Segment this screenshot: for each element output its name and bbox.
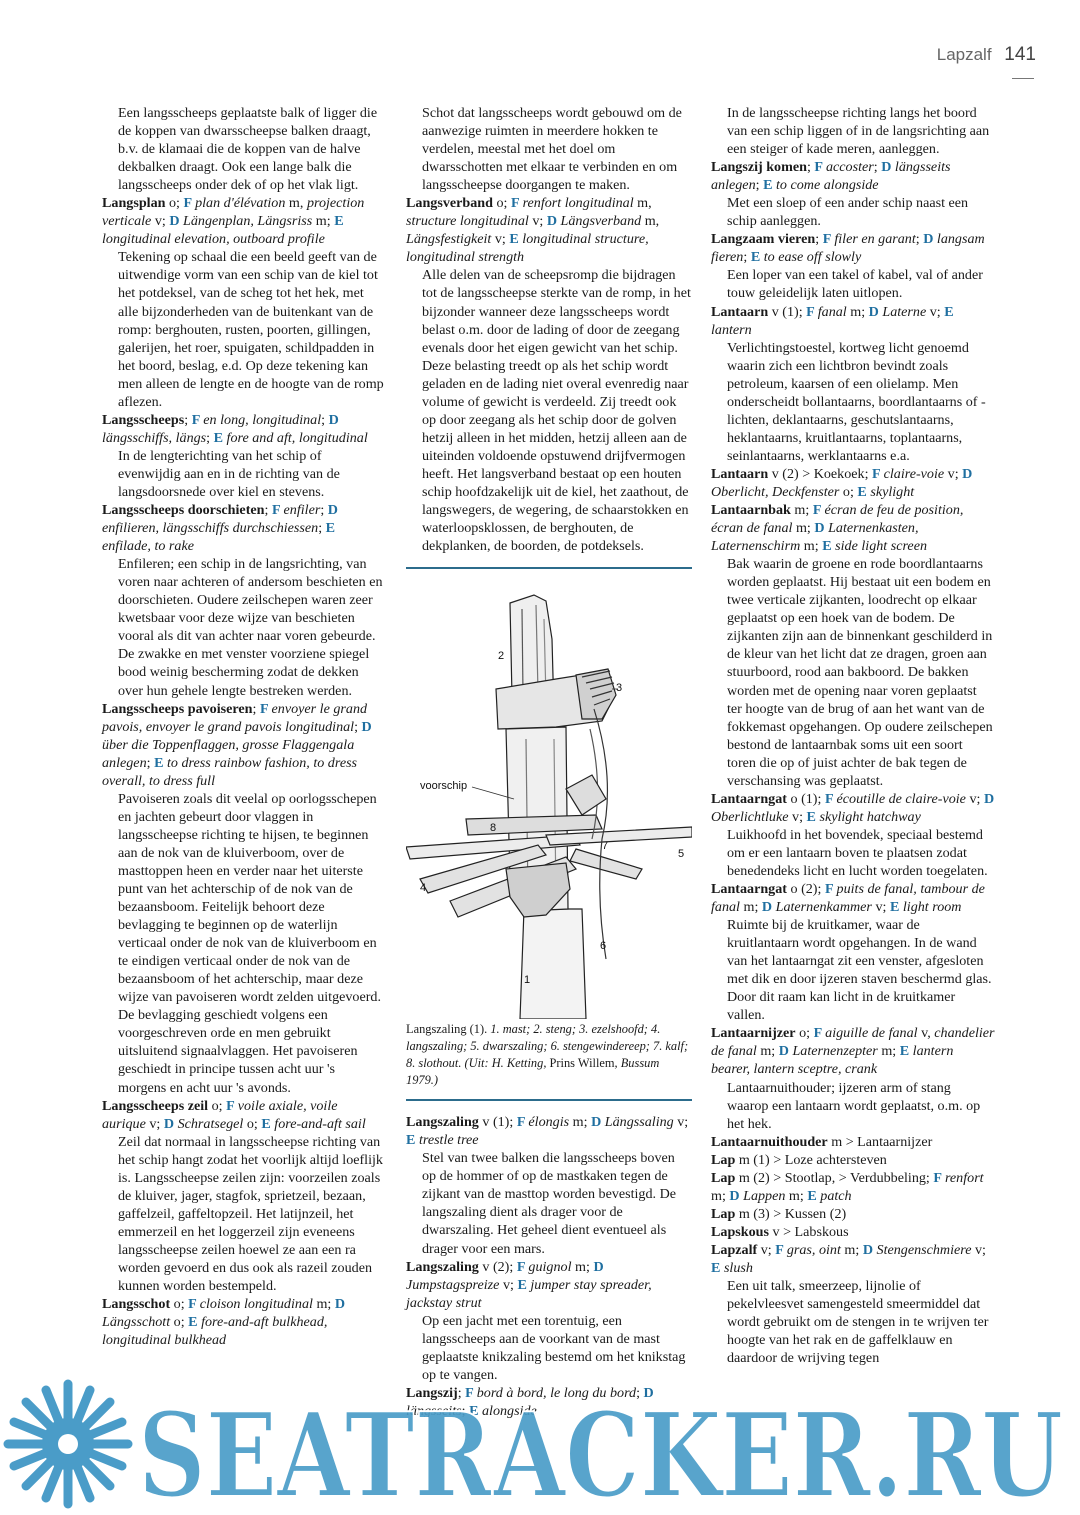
- lang-e: E: [944, 303, 954, 320]
- headword: Langsschot: [102, 1296, 171, 1313]
- lang-d: D: [814, 520, 829, 537]
- lang-f: F: [814, 159, 826, 176]
- mast-drawing: [406, 579, 692, 1019]
- translation-en: skylight: [870, 483, 915, 500]
- headword: Langzaam vieren: [711, 231, 816, 248]
- dictionary-entry: Langszij; F bord à bord, le long du bord; D längsseits; E alongside: [406, 1384, 654, 1419]
- header-title: Lapzalf: [936, 45, 992, 64]
- definition: Bak waarin de groene en rode boordlantaarns worden geplaatst. Hij bestaat uit een bodem en twee verticale zijkanten, loodrecht op elkaar geplaatst op een hoek van de bodem. De zijkanten zijn aan de binnenkant geschilderd in de kleur van het licht dat ze dragen, groen aan stuurboord, rood aan bakboord. De bakken worden met de opening naar voren geplaatst ter hoogte van de brug of aan het want van de fokkemast opgehangen. Op oudere zeilschepen bestond de lantaarnbak soms uit een soort toren die op of juist achter de bak tegen de verschansing was geplaatst.: [727, 556, 993, 789]
- lang-e: E: [469, 1402, 482, 1419]
- translation-fr: voile axiale, voile aurique: [102, 1097, 338, 1132]
- translation-de: langsam fieren: [711, 231, 985, 266]
- headword: Lantaarngat: [711, 790, 787, 807]
- definition: De bevlagging geschiedt volgens een voorgeschreven orde en men gebruikt uitsluitend signaalvlaggen. Het pavoiseren geschiedt in principe tussen acht uur 's morgens en acht uur 's avonds.: [118, 1007, 358, 1096]
- headword: Langsscheeps doorschieten: [102, 502, 265, 519]
- lang-e: E: [154, 754, 168, 771]
- translation-en: light room: [902, 899, 962, 916]
- translation-de: längsschiffs, längs: [102, 429, 207, 446]
- continued-definition: In de langsscheepse richting langs het boord van een schip liggen of in de langsrichting aan een steiger of kade meren, aanleggen.: [727, 105, 990, 158]
- lang-e: E: [509, 231, 523, 248]
- translation-en: skylight hatchway: [819, 808, 921, 825]
- continued-definition: Een langsscheeps geplaatste balk of ligger die de koppen van dwarsscheepse balken draagt, b.v. de klamaai die de koppen van de halve dekbalken draagt. Ook een lange balk die langsscheeps onder dek of op het vlak ligt.: [118, 105, 378, 194]
- lang-f: F: [188, 1296, 200, 1313]
- lang-e: E: [750, 249, 764, 266]
- lang-e: E: [899, 1043, 913, 1060]
- short-entry: Lap m (1) > Loze achtersteven: [711, 1151, 887, 1168]
- dictionary-entry: Lapzalf v; F gras, oint m; D Stengenschmiere v; E slush Een uit talk, smeerzeep, lijnolie of pekelvleesvet samengesteld smeermiddel dat wordt gebruikt om de stengen in te wrijven ter hoogte van het rak en de gaffelklauw en daardoor de wrijving tegen: [711, 1241, 995, 1367]
- translation-fr: fanal: [817, 303, 847, 320]
- translation-en: side light screen: [835, 538, 927, 555]
- translation-de: Längssaling: [604, 1114, 674, 1131]
- headword: Lantaarn: [711, 465, 769, 482]
- dictionary-entry: Langsscheeps pavoiseren; F envoyer le grand pavois, envoyer le grand pavois longitudinal; D über die Toppenflaggen, grosse Flaggengala anlegen; E to dress rainbow fashion, to dress overall, to dress full Pavoiseren zoals dit veelal op oorlogsschepen en jachten gebeurt door vlaggen in langsscheepse richting te hijsen, te beginnen aan de nok van de kluiverboom, over de masttoppen heen en verder naar het uiterste punt van het achterschip of de nok van de bezaansboom. Feitelijk behoort deze bevlagging te beginnen op de waterlijn verticaal onder de nok van de kluiverboom en te eindigen verticaal onder de nok van de bezaansboom of het achterschip, maar deze wijze van pavoiseren wordt zelden uitgevoerd. De bevlagging geschiedt volgens een voorgeschreven orde en men gebruikt uitsluitend signaalvlaggen. Het pavoiseren geschiedt in principe tussen acht uur 's morgens en acht uur 's avonds.: [102, 700, 384, 1097]
- lang-d: D: [962, 465, 973, 482]
- headword: Langsverband: [406, 195, 493, 212]
- lang-f: F: [812, 502, 825, 519]
- figure-label-1: 1: [524, 974, 531, 987]
- translation-fr: écoutille de claire-voie: [836, 790, 966, 807]
- headword: Langsplan: [102, 195, 166, 212]
- figure-label-2: 2: [498, 650, 505, 663]
- lang-e: E: [406, 1132, 419, 1149]
- figure-label-voorschip: voorschip: [420, 780, 468, 793]
- figure-label-4: 4: [420, 882, 427, 895]
- lang-d: D: [593, 1258, 604, 1275]
- translation-en: lantern bearer, lantern sceptre, crank: [711, 1043, 954, 1078]
- definition: Tekening op schaal die een beeld geeft van de uitwendige vorm van een schip van de kiel tot het potdeksel, van de scheg tot het hek, met alle bijzonderheden van de buitenkant van de romp: berghouten, rusten, poorten, gillingen, galerijen, het roer, spuigaten, schildpadden in het boord, beslag, e.d. Op deze tekening kan men alleen de lengte en de hoogte van de romp aflezen.: [118, 249, 384, 410]
- lang-f: F: [465, 1384, 477, 1401]
- translation-en: fore-and-aft bulkhead, longitudinal bulkhead: [102, 1314, 328, 1349]
- translation-fr: élongis: [528, 1114, 570, 1131]
- short-entry: Lap m (3) > Kussen (2): [711, 1205, 847, 1222]
- dictionary-entry: Langsverband o; F renfort longitudinal m, structure longitudinal v; D Längsverband m, Längsfestigkeit v; E longitudinal structure, longitudinal strength Alle delen van de scheepsromp die bijdragen tot de langsscheepse sterkte van de romp, in het bijzonder wanneer deze langsscheeps wordt belast o.m. door de lading of door de zeegang evenals door het eigen gewicht van het schip. Deze belasting treedt op als het schip wordt geladen en de lading niet overal evenredig naar volume of gewicht is verdeeld. Zij treedt ook op door zeegang als het schip door de golven hetzij alleen in het midden, hetzij alleen aan de uiteinden voldoende opstuwend drijfvermogen heeft. Het langsverband bestaat op een houten schip hoofdzakelijk uit de kiel, het zaathout, de langswegers, de wegering, de schaarstokken en waterloopsklossen, de berghouten, de dekplanken, de boorden, de potdeksels.: [406, 195, 691, 555]
- headword: Langsscheeps zeil: [102, 1097, 209, 1114]
- dictionary-entry: Langsscheeps; F en long, longitudinal; D längsschiffs, längs; E fore and aft, longitudinal In de lengterichting van het schip of evenwijdig aan en in de richting van de langsdoorsnede over kiel en stevens.: [102, 411, 384, 501]
- definition: Zeil dat normaal in langsscheepse richting van het schip hangt zodat het voorlijk altijd loeflijk is. Langsscheepse zeilen zijn: voorzeilen zoals de kluiver, jager, stagfok, sprietzeil, bezaan, gaffelzeil, gaffeltopzeil. Het latijnzeil, het emmerzeil en het loggerzeil zijn eveneens langsscheepse zeilen hoewel ze aan een ra worden gevoerd en dus ook als razeil zouden kunnen worden bestempeld.: [118, 1133, 383, 1295]
- lang-f: F: [806, 303, 818, 320]
- lang-e: E: [889, 899, 903, 916]
- translation-en: to ease off slowly: [763, 249, 862, 266]
- definition: Een uit talk, smeerzeep, lijnolie of pekelvleesvet samengesteld smeermiddel dat wordt gebruikt om de stengen in te wrijven ter hoogte van het rak en de gaffelklauw en daardoor de wrijving tegen: [727, 1278, 989, 1367]
- lang-f: F: [226, 1097, 238, 1114]
- definition: Stel van twee balken die langsscheeps boven op de hommer of op de mastkaken tegen de zijkant van de masttop worden bevestigd. De langszaling dient als drager voor de dwarszaling. Het geheel dient eventueel als drager voor een mars.: [422, 1150, 677, 1257]
- translation-en: lantern: [711, 321, 752, 338]
- definition: Luikhoofd in het bovendek, speciaal bestemd om er een lantaarn boven te plaatsen zodat benedendeks licht en lucht worden toegelaten.: [727, 826, 988, 879]
- translation-de: über die Toppenflaggen, grosse Flaggengala anlegen: [102, 736, 355, 771]
- lang-e: E: [822, 538, 836, 555]
- lang-f: F: [259, 700, 272, 717]
- lang-e: E: [763, 177, 777, 194]
- dictionary-entry: Lantaarn v (2) > Koekoek; F claire-voie v; D Oberlicht, Deckfenster o; E skylight: [711, 465, 973, 500]
- translation-fr: projection verticale: [102, 195, 365, 230]
- dictionary-entry: Lantaarn v (1); F fanal m; D Laterne v; E lantern Verlichtingstoestel, kortweg licht genoemd waarin zich een lichtbron bevindt zoals petroleum, kaarsen of een olielamp. Men onderscheidt bollantaarns, boordlantaarns of -lichten, deklantaarns, geschutslantaarns, heklantaarns, kruitlantaarns, toplantaarns, seinlantaarns, werklantaarns e.a.: [711, 303, 995, 465]
- dictionary-entry: Lantaarngat o (1); F écoutille de claire-voie v; D Oberlichtluke v; E skylight hatchway Luikhoofd in het bovendek, speciaal bestemd om er een lantaarn boven te plaatsen zodat benedendeks licht en lucht worden toegelaten.: [711, 790, 995, 879]
- langszaling-illustration: [406, 579, 692, 1019]
- definition: Alle delen van de scheepsromp die bijdragen tot de langsscheepse sterkte van de romp, in het bijzonder wanneer deze langsscheeps wordt belast o.m. door de lading of door de zeegang evenals door het eigen gewicht van het schip. Deze belasting treedt op als het schip wordt geladen en de lading niet overal evenredig naar volume of gewicht is verdeeld. Zij treedt ook op door zeegang als het schip door de golven hetzij alleen in het midden, hetzij alleen aan de uiteinden voldoende opstuwend drijfvermogen heeft. Het langsverband bestaat op een houten schip hoofdzakelijk uit de kiel, het zaathout, de langswegers, de wegering, de schaarstokken en waterloopsklossen, de berghouten, de dekplanken, de boorden, de potdeksels.: [422, 267, 691, 555]
- short-entry: Lapskous v > Labskous: [711, 1223, 849, 1240]
- dictionary-entry: Lantaarngat o (2); F puits de fanal, tambour de fanal m; D Laternenkammer v; E light room Ruimte bij de kruitkamer, waar de kruitlantaarn wordt opgehangen. In de wand van het lantaarngat zit een venster, afgesloten met dik en door ijzeren staven beschermd glas. Door dit raam kan licht in de kruitkamer vallen.: [711, 880, 995, 1024]
- lang-f: F: [824, 790, 837, 807]
- dictionary-entry: Langsscheeps doorschieten; F enfiler; D enfilieren, längsschiffs durchschiessen; E enfilade, to rake Enfileren; een schip in de langsrichting, van voren naar achteren of andersom beschieten en doorschieten. Oudere zeilschepen waren zeer kwetsbaar voor deze wijze van beschieten vooral als dit van achter naar voren gebeurde. De zwakke en met venster voorziene spiegel bood weinig bescherming zodat de dekken over hun gehele lengte bestreken werden.: [102, 502, 383, 699]
- translation-fr: envoyer le grand pavois, envoyer le grand pavois longitudinal: [102, 700, 368, 735]
- watermark-icon: [8, 1384, 128, 1504]
- figure-label-6: 6: [600, 940, 607, 953]
- lang-d: D: [881, 159, 895, 176]
- definition: Een loper van een takel of kabel, val of ander touw geleidelijk laten uitlopen.: [727, 267, 983, 302]
- translation-fr: bord à bord, le long du bord: [476, 1384, 637, 1401]
- definition: Pavoiseren zoals dit veelal op oorlogsschepen en jachten gebeurt door vlaggen in langsscheepse richting te hijsen, te beginnen aan de nok van de kluiverboom, over de masttoppen heen en verder naar het uiterste punt van het achterschip of de nok van de bezaansboom. Feitelijk behoort deze bevlagging te beginnen op de waterlijn verticaal onder de nok van de kluiverboom en te eindigen verticaal onder de nok van de bezaansboom of het achterschip, maar deze wijze van pavoiseren wordt zelden uitgevoerd.: [118, 790, 381, 1006]
- definition: Verlichtingstoestel, kortweg licht genoemd waarin zich een lichtbron bevindt zoals petroleum, kaarsen of een olielamp. Men onderscheidt bollantaarns, boordlantaarns of -lichten, deklantaarns, geschutslantaarns, heklantaarns, kruitlantaarns, toplantaarns, seinlantaarns, werklantaarns e.a.: [727, 339, 986, 464]
- translation-en: alongside: [482, 1402, 537, 1419]
- figure-label-3: 3: [616, 682, 623, 695]
- section-rule: [406, 1099, 692, 1101]
- lang-d: D: [546, 213, 561, 230]
- lang-d: D: [163, 1115, 178, 1132]
- dictionary-entry: Langsscheeps zeil o; F voile axiale, voile aurique v; D Schratsegel o; E fore-and-aft sail Zeil dat normaal in langsscheepse richting van het schip hangt zodat het voorlijk altijd loeflijk is. Langsscheepse zeilen zijn: voorzeilen zoals de kluiver, jager, stagfok, sprietzeil, bezaan, gaffelzeil, gaffeltopzeil. Het latijnzeil, het emmerzeil en het loggerzeil zijn eveneens langsscheepse zeilen hoewel ze aan een ra worden gevoerd en dus ook als razeil zouden kunnen worden bestempeld.: [102, 1097, 383, 1295]
- dictionary-entry: Langszaling v (1); F élongis m; D Längssaling v; E trestle tree Stel van twee balken die langsscheeps boven op de hommer of op de mastkaken tegen de zijkant van de masttop worden bevestigd. De langszaling dient als drager voor de dwarszaling. Het geheel dient eventueel als drager voor een mars.: [406, 1113, 692, 1257]
- translation-en: to dress rainbow fashion, to dress overall, to dress full: [102, 754, 358, 789]
- translation-fr: puits de fanal, tambour de fanal: [711, 881, 985, 916]
- dictionary-entry: Langsplan o; F plan d'élévation m, projection verticale v; D Längenplan, Längsriss m; E longitudinal elevation, outboard profile Tekening op schaal die een beeld geeft van de uitwendige vorm van een schip van de kiel tot het potdeksel, van de scheg tot het hek, met alle bijzonderheden van de buitenkant van de romp: berghouten, rusten, poorten, gillingen, galerijen, het roer, spuigaten, schildpadden in het boord, beslag, e.d. Op deze tekening kan men alleen de lengte en de hoogte van de romp aflezen.: [102, 195, 384, 410]
- translation-en: longitudinal elevation, outboard profile: [102, 231, 325, 248]
- dictionary-entry: Lantaarnbak m; F écran de feu de position, écran de fanal m; D Laternenkasten, Laternenschirm m; E side light screen Bak waarin de groene en rode boordlantaarns worden geplaatst. Hij bestaat uit een bodem en twee verticale zijkanten, loodrecht op elkaar geplaatst op een hoek van de bodem. De zijkanten zijn aan de binnenkant geschilderd in de kleur van het licht dat ze dragen, groen aan stuurboord, rood aan bakboord. De bakken worden met de opening naar voren geplaatst ter hoogte van de brug of aan het want van de fokkemast opgehangen. Op oudere zeilschepen bestond de lantaarnbak soms uit een soort toren die op of juist achter de bak tegen de verschansing was geplaatst.: [711, 501, 995, 790]
- headword: Langsscheeps pavoiseren: [102, 700, 253, 717]
- lang-d: D: [923, 231, 937, 248]
- lang-d: D: [361, 718, 372, 735]
- translation-de: Laternenzepter: [792, 1043, 878, 1060]
- translation-fr: aiguille de fanal: [825, 1025, 918, 1042]
- translation-en: trestle tree: [418, 1132, 479, 1149]
- translation-fr: accoster: [826, 159, 874, 176]
- figure-label-8: 8: [490, 822, 497, 835]
- running-header: [937, 44, 1036, 66]
- translation-de: Laternenkasten, Laternenschirm: [711, 520, 919, 555]
- translation-fr: chandelier de fanal: [711, 1025, 995, 1060]
- headword: Lantaarnbak: [711, 502, 791, 519]
- section-rule: [406, 567, 692, 569]
- lang-f: F: [510, 195, 523, 212]
- lang-f: F: [872, 465, 884, 482]
- watermark-text: SEATRACKER.RU: [138, 1388, 1063, 1515]
- definition: Met een sloep of een ander schip naast een schip aanleggen.: [727, 195, 969, 230]
- headword: Langszij komen: [711, 159, 807, 176]
- short-entry: Lantaarnuithouder m > Lantaarnijzer: [711, 1133, 933, 1150]
- translation-en: enfilade, to rake: [102, 538, 194, 555]
- translation-de: Laternenkammer: [775, 899, 872, 916]
- lang-e: E: [806, 808, 820, 825]
- lang-d: D: [983, 790, 995, 807]
- translation-en: fore-and-aft sail: [274, 1115, 366, 1132]
- translation-fr: filer en garant: [834, 231, 916, 248]
- figure-caption: Langszaling (1). 1. mast; 2. steng; 3. ezelshoofd; 4. langszaling; 5. dwarszaling; 6. stengewindereep; 7. kalf; 8. slothout. (Uit: H. Ketting, Prins Willem, Bussum 1979.): [406, 1022, 689, 1088]
- definition: Lantaarnuithouder; ijzeren arm of stang waarop een lantaarn wordt geplaatst, o.m. op het hek.: [727, 1079, 981, 1132]
- lang-f: F: [191, 411, 204, 428]
- continued-definition: Schot dat langsscheeps wordt gebouwd om de aanwezige ruimten in meerdere hokken te verdelen, meestal met het doel om dwarsschotten met elkaar te verbinden en om langsscheepse doorgangen te maken.: [422, 105, 682, 194]
- dictionary-entry: Langsschot o; F cloison longitudinal m; D Längsschott o; E fore-and-aft bulkhead, longitudinal bulkhead: [102, 1296, 346, 1349]
- translation-de: Schratsegel: [177, 1115, 244, 1132]
- translation-de: Laterne: [882, 303, 927, 320]
- lang-f: F: [813, 1025, 826, 1042]
- column-2: [406, 104, 692, 1420]
- translation-de: Oberlicht, Deckfenster: [711, 483, 840, 500]
- dictionary-entry: Langszij komen; F accoster; D längsseits anlegen; E to come alongside Met een sloep of een ander schip naast een schip aanleggen.: [711, 158, 995, 230]
- translation-fr: enfiler: [283, 502, 321, 519]
- lang-e: E: [334, 213, 344, 230]
- translation-fr: en long, longitudinal: [203, 411, 322, 428]
- lang-e: E: [857, 483, 871, 500]
- headword: Langszij: [406, 1384, 458, 1401]
- translation-fr: cloison longitudinal: [199, 1296, 313, 1313]
- lang-d: D: [591, 1114, 605, 1131]
- lang-e: E: [188, 1314, 202, 1331]
- translation-de: enfilieren, längsschiffs durchschiessen: [102, 520, 319, 537]
- definition: In de lengterichting van het schip of evenwijdig aan en in de richting van de langsdoorsnede over kiel en stevens.: [118, 447, 340, 500]
- lang-e: E: [261, 1115, 275, 1132]
- header-rule: [1012, 78, 1034, 79]
- translation-fr: plan d'élévation: [195, 195, 286, 212]
- translation-en: jumper stay spreader, jackstay strut: [406, 1276, 652, 1311]
- translation-en: fore and aft, longitudinal: [226, 429, 368, 446]
- figure-label-7: 7: [602, 840, 609, 853]
- lang-f: F: [271, 502, 284, 519]
- lang-d: D: [334, 1296, 346, 1313]
- lang-e: E: [213, 429, 227, 446]
- dictionary-entry: Lantaarnijzer o; F aiguille de fanal v, chandelier de fanal m; D Laternenzepter m; E lantern bearer, lantern sceptre, crank Lantaarnuithouder; ijzeren arm of stang waarop een lantaarn wordt geplaatst, o.m. op het hek.: [711, 1025, 995, 1132]
- lang-e: E: [325, 520, 336, 537]
- lang-f: F: [824, 881, 837, 898]
- lang-d: D: [868, 303, 883, 320]
- lang-d: D: [778, 1043, 793, 1060]
- headword: Lantaarngat: [711, 881, 787, 898]
- lang-f: F: [516, 1258, 529, 1275]
- lang-d: D: [327, 502, 338, 519]
- translation-de: Längsschott: [102, 1314, 171, 1331]
- column-3: [711, 104, 995, 1367]
- dictionary-entry: Langzaam vieren; F filer en garant; D langsam fieren; E to ease off slowly Een loper van een takel of kabel, val of ander touw geleidelijk laten uitlopen.: [711, 230, 995, 302]
- definition: Op een jacht met een torentuig, een langsscheeps aan de voorkant van de mast geplaatste knikzaling bestemd om het knikstag op te vangen.: [422, 1312, 686, 1383]
- translation-en: to come alongside: [776, 177, 879, 194]
- lang-d: D: [328, 411, 339, 428]
- headword: Lantaarn: [711, 303, 769, 320]
- translation-de: Längenplan, Längsriss: [183, 213, 313, 230]
- translation-fr: guignol: [528, 1258, 572, 1275]
- headword: Langszaling: [406, 1258, 479, 1275]
- lang-d: D: [761, 899, 776, 916]
- lang-f: F: [516, 1114, 529, 1131]
- headword: Lantaarnijzer: [711, 1025, 796, 1042]
- lang-f: F: [183, 195, 196, 212]
- lang-e: E: [517, 1276, 531, 1293]
- headword: Langsscheeps: [102, 411, 185, 428]
- lang-d: D: [643, 1384, 654, 1401]
- headword: Langszaling: [406, 1114, 479, 1131]
- lang-d: D: [169, 213, 184, 230]
- translation-de: Oberlichtluke: [711, 808, 789, 825]
- page-number: 141: [1004, 44, 1036, 65]
- column-1: [102, 104, 384, 1349]
- dictionary-entry: Lap m (2) > Stootlap, > Verdubbeling; F renfort m; D Lappen m; E patch: [711, 1169, 984, 1204]
- dictionary-entry: Langszaling v (2); F guignol m; D Jumpstagspreize v; E jumper stay spreader, jackstay strut Op een jacht met een torentuig, een langsscheeps aan de voorkant van de mast geplaatste knikzaling bestemd om het knikstag op te vangen.: [406, 1258, 692, 1384]
- translation-fr: écran de feu de position, écran de fanal: [711, 502, 964, 537]
- translation-de: längsseits: [406, 1402, 462, 1419]
- translation-de: längsseits anlegen: [711, 159, 951, 194]
- definition: Enfileren; een schip in de langsrichting, van voren naar achteren of andersom beschieten en doorschieten. Oudere zeilschepen waren zeer kwetsbaar voor deze wijze van beschieten vooral als dit van achter naar voren gebeurde. De zwakke en met venster voorziene spiegel bood weinig bescherming zodat de dekken over hun gehele lengte bestreken werden.: [118, 556, 383, 699]
- translation-de: Jumpstagspreize: [406, 1276, 500, 1293]
- lang-f: F: [822, 231, 835, 248]
- translation-fr: claire-voie: [883, 465, 945, 482]
- definition: Ruimte bij de kruitkamer, waar de kruitlantaarn wordt opgehangen. In de wand van het lantaarngat zit een venster, afgesloten met dik en door ijzeren staven beschermd glas. Door dit raam kan licht in de kruitkamer vallen.: [727, 917, 992, 1024]
- figure-label-5: 5: [678, 848, 685, 861]
